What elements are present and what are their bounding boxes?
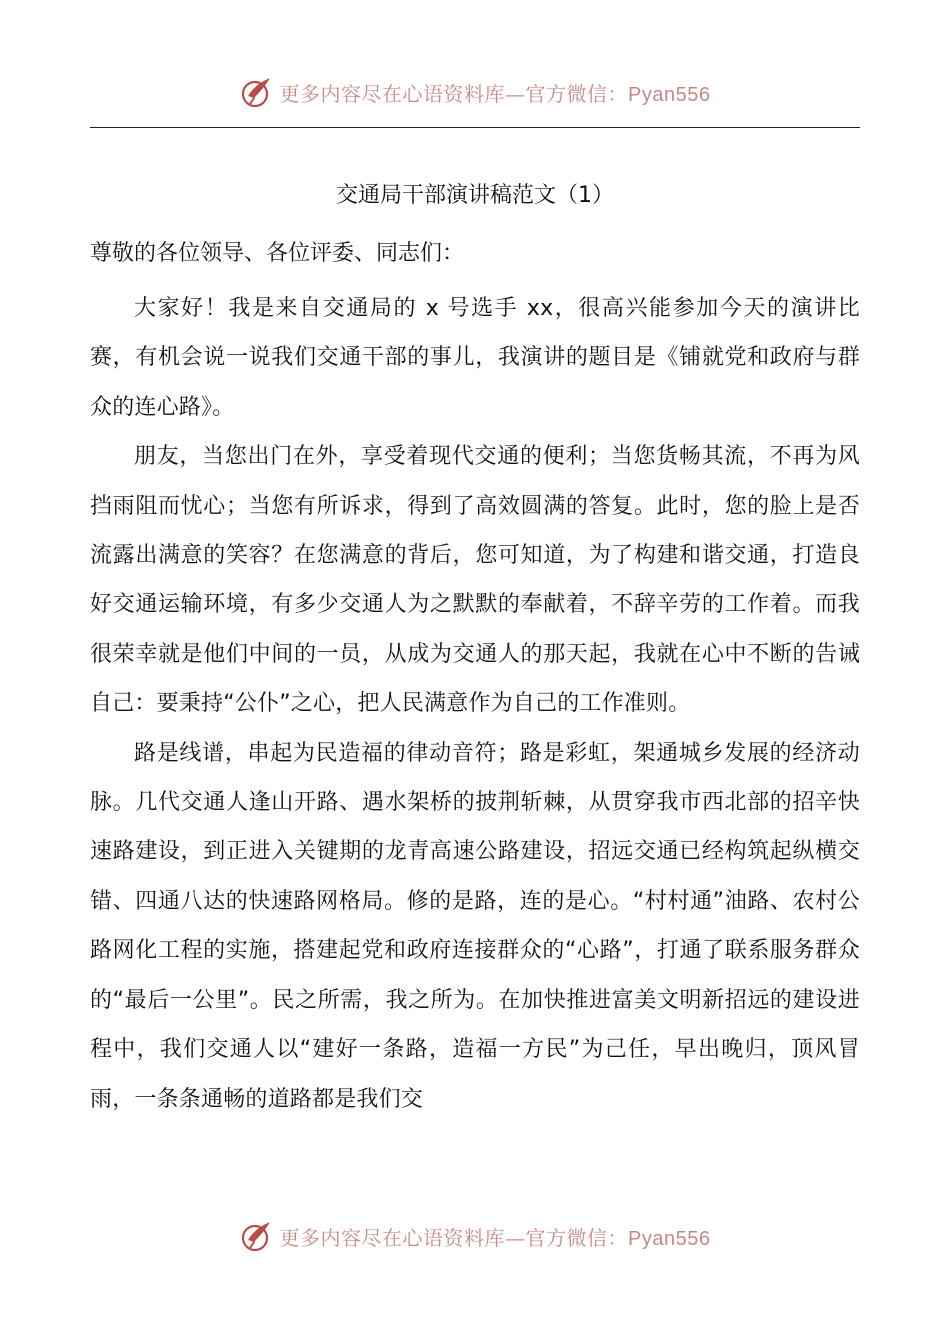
header-watermark [0,72,950,112]
watermark-wechat-id: Pyan556 [628,1227,711,1250]
document-body [90,284,860,1124]
paragraph-1: 大家好！我是来自交通局的 x 号选手 xx，很高兴能参加今天的演讲比赛，有机会说一说我们交通干部的事儿，我演讲的题目是《铺就党和政府与群众的连心路》。 [90,296,860,420]
quill-logo-icon [240,1218,276,1254]
watermark-text: 更多内容尽在心语资料库—官方微信：Pyan556 [279,1225,711,1250]
salutation: 尊敬的各位领导、各位评委、同志们： [90,241,465,266]
watermark-wechat-id: Pyan556 [628,83,711,106]
document-title: 交通局干部演讲稿范文（1） [336,183,614,208]
paragraph-2: 朋友，当您出门在外，享受着现代交通的便利；当您货畅其流，不再为风挡雨阻而忧心；当您有所诉求，得到了高效圆满的答复。此时，您的脸上是否流露出满意的笑容？在您满意的背后，您可知道，为了构建和谐交通，打造良好交通运输环境，有多少交通人为之默默的奉献着，不辞辛劳的工作着。而我很荣幸就是他们中间的一员，从成为交通人的那天起，我就在心中不断的告诫自己：要秉持“公仆”之心，把人民满意作为自己的工作准则。 [90,444,860,717]
watermark-text: 更多内容尽在心语资料库—官方微信：Pyan556 [279,81,711,106]
quill-logo-icon [240,74,276,110]
footer-watermark [0,1216,950,1256]
header-rule [90,127,860,128]
paragraph-3: 路是线谱，串起为民造福的律动音符；路是彩虹，架通城乡发展的经济动脉。几代交通人逢山开路、遇水架桥的披荆斩棘，从贯穿我市西北部的招辛快速路建设，到正进入关键期的龙青高速公路建设，招远交通已经构筑起纵横交错、四通八达的快速路网格局。修的是路，连的是心。“村村通”油路、农村公路网化工程的实施，搭建起党和政府连接群众的“心路”，打通了联系服务群众的“最后一公里”。民之所需，我之所为。在加快推进富美文明新招远的建设进程中，我们交通人以“建好一条路，造福一方民”为己任，早出晚归，顶风冒雨，一条条通畅的道路都是我们交 [90,740,860,1112]
